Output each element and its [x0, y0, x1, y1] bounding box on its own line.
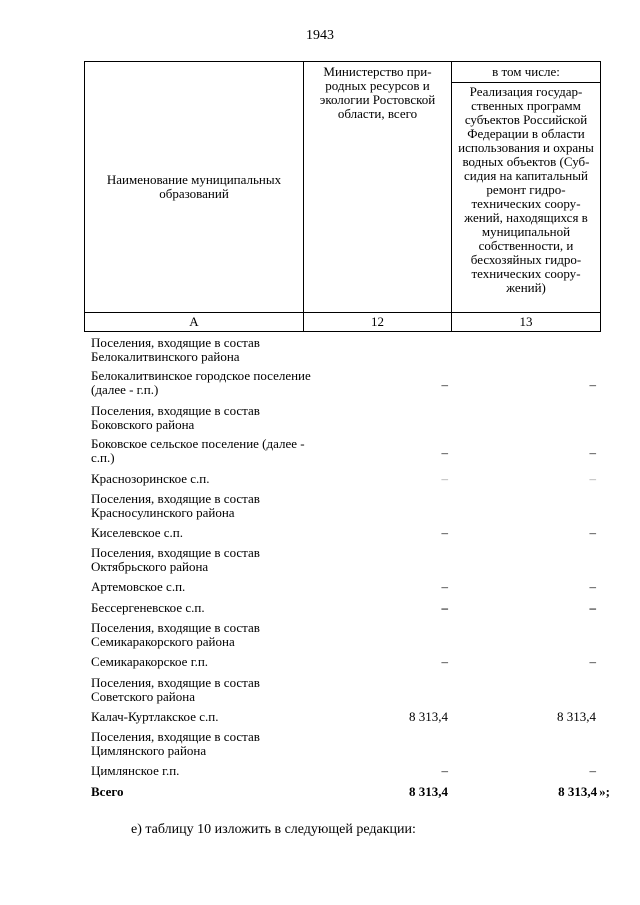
total-label: Всего — [91, 784, 124, 799]
header-municipality-name-text: Наименование муниципальных образований — [106, 172, 282, 201]
row-value-13: – — [589, 471, 596, 486]
row-name: Белокалитвинское городское поселение (далее - г.п.) — [91, 368, 311, 397]
row-name: Семикаракорское г.п. — [91, 654, 209, 669]
header-index-13: 13 — [451, 312, 601, 332]
footer-instruction: е) таблицу 10 изложить в следующей редакции: — [131, 822, 416, 837]
row-value-13: – — [589, 525, 596, 540]
row-value-12: – — [441, 600, 448, 615]
row-value-12: – — [441, 579, 448, 594]
row-name: Поселения, входящие в состав Семикаракорского района — [91, 620, 260, 649]
row-name: Краснозоринское с.п. — [91, 471, 210, 486]
row-name: Киселевское с.п. — [91, 525, 183, 540]
row-value-13: – — [589, 445, 596, 460]
row-name: Поселения, входящие в состав Советского района — [91, 675, 260, 704]
row-name: Поселения, входящие в состав Цимлянского района — [91, 729, 260, 758]
row-value-12: – — [441, 377, 448, 392]
row-value-12: – — [441, 445, 448, 460]
total-value-12: 8 313,4 — [409, 784, 448, 799]
row-value-12: – — [441, 525, 448, 540]
header-index-a: А — [84, 312, 304, 332]
row-name: Поселения, входящие в состав Октябрьского района — [91, 545, 260, 574]
row-name: Боковское сельское поселение (далее - с.п.) — [91, 436, 305, 465]
row-value-13: – — [589, 600, 596, 615]
total-value-13 — [558, 785, 610, 799]
header-municipality-name — [84, 61, 304, 313]
row-name: Калач-Куртлакское с.п. — [91, 709, 219, 724]
row-name: Поселения, входящие в состав Боковского района — [91, 403, 260, 432]
total-value-13-number: 8 313,4 — [558, 784, 598, 799]
row-name: Поселения, входящие в состав Белокалитвинского района — [91, 335, 260, 364]
header-ministry-total: Министерство природных ресурсов и экологии Ростовской области, всего — [303, 61, 452, 313]
header-including: в том числе: — [451, 61, 601, 83]
row-value-12: – — [441, 471, 448, 486]
row-name: Поселения, входящие в состав Красносулинского района — [91, 491, 260, 520]
total-closing-quote: »; — [599, 784, 610, 799]
row-value-13: – — [589, 377, 596, 392]
row-name: Артемовское с.п. — [91, 579, 186, 594]
row-value-13: – — [589, 763, 596, 778]
header-program-realization: Реализация государственных программ субъектов Российской Федерации в области использования и охраны водных объектов (Субсидия на капитальный ремонт гидротехнических сооружений, находящихся в муниципальной собственности, и бесхозяйных гидротехнических сооружений) — [451, 82, 601, 313]
row-name: Бессергеневское с.п. — [91, 600, 205, 615]
row-value-12: – — [441, 654, 448, 669]
row-value-13: – — [589, 579, 596, 594]
table-header — [84, 61, 601, 332]
row-value-13: 8 313,4 — [557, 709, 596, 724]
header-index-12: 12 — [303, 312, 452, 332]
row-value-12: – — [441, 763, 448, 778]
row-name: Цимлянское г.п. — [91, 763, 180, 778]
page-number: 1943 — [306, 28, 334, 43]
row-value-13: – — [589, 654, 596, 669]
row-value-12: 8 313,4 — [409, 709, 448, 724]
